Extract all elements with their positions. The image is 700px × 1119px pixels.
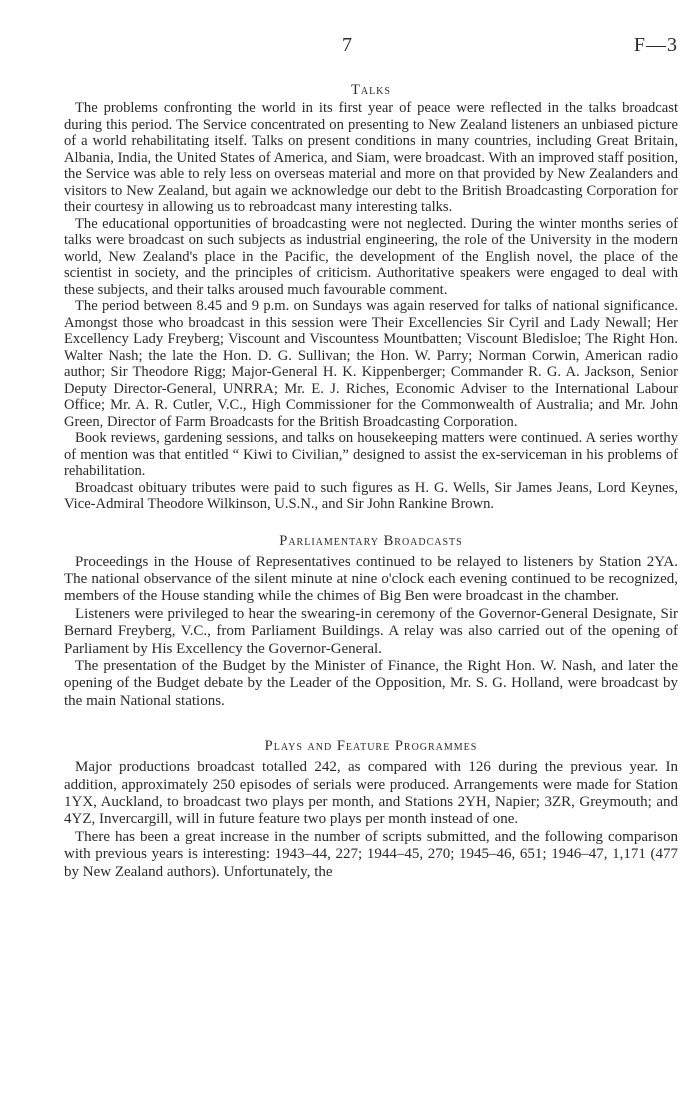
- paragraph: The problems confronting the world in its first year of peace were reflected in the talks broadcast during this period. The Service concentrated on presenting to New Zealand listeners an unbiased picture of a world rehabilitating itself. Talks on present conditions in many countries, including Great Britain, Albania, India, the United States of America, and Siam, were broadcast. With an improved staff position, the Service was able to rely less on overseas material and more on that provided by New Zealanders and visitors to New Zealand, but again we acknowledge our debt to the British Broadcasting Corporation for their courtesy in allowing us to rebroadcast many interesting talks.: [64, 100, 678, 215]
- page-reference: F—3: [633, 34, 678, 56]
- section-talks: [64, 80, 678, 513]
- section-plays-and-feature-programmes: [64, 736, 678, 881]
- paragraph: Listeners were privileged to hear the swearing-in ceremony of the Governor-General Designate, Sir Bernard Freyberg, V.C., from Parliament Buildings. A relay was also carried out of the opening of Parliament by His Excellency the Governor-General.: [64, 605, 678, 657]
- paragraph: There has been a great increase in the number of scripts submitted, and the following comparison with previous years is interesting: 1943–44, 227; 1944–45, 270; 1945–46, 651; 1946–47, 1,171 (477 by New Zealand authors). Unfortunately, the: [64, 828, 678, 880]
- paragraph: Major productions broadcast totalled 242, as compared with 126 during the previous year. In addition, approximately 250 episodes of serials were produced. Arrangements were made for Station 1YX, Auckland, to broadcast two plays per month, and Stations 2YH, Napier; 3ZR, Greymouth; and 4YZ, Invercargill, will in future feature two plays per month instead of one.: [64, 759, 678, 828]
- page-header: [0, 34, 700, 56]
- paragraph: The period between 8.45 and 9 p.m. on Sundays was again reserved for talks of national significance. Amongst those who broadcast in this session were Their Excellencies Sir Cyril and Lady Newall; Her Excellency Lady Freyberg; Viscount and Viscountess Mountbatten; Viscount Bledisloe; The Right Hon. Walter Nash; the late the Hon. D. G. Sullivan; the Hon. W. Parry; Norman Corwin, American radio author; Sir Theodore Rigg; Major-General H. K. Kippenberger; Commander R. G. A. Jackson, Senior Deputy Director-General, UNRRA; Mr. E. J. Riches, Economic Adviser to the International Labour Office; Mr. A. R. Cutler, V.C., High Commissioner for the Commonwealth of Australia; and Mr. John Green, Director of Farm Broadcasts for the British Broadcasting Corporation.: [64, 298, 678, 430]
- section-heading: Parliamentary Broadcasts: [279, 532, 463, 549]
- section-heading: Talks: [351, 82, 391, 98]
- paragraph: The presentation of the Budget by the Minister of Finance, the Right Hon. W. Nash, and later the opening of the Budget debate by the Leader of the Opposition, Mr. S. G. Holland, were broadcast by the main National stations.: [64, 657, 678, 709]
- section-heading: Plays and Feature Programmes: [264, 738, 478, 755]
- paragraph: Book reviews, gardening sessions, and talks on housekeeping matters were continued. A series worthy of mention was that entitled “ Kiwi to Civilian,” designed to assist the ex-serviceman in his problems of rehabilitation.: [64, 430, 678, 479]
- document-body: [64, 80, 678, 881]
- section-parliamentary-broadcasts: [64, 531, 678, 711]
- paragraph: Broadcast obituary tributes were paid to such figures as H. G. Wells, Sir James Jeans, Lord Keynes, Vice-Admiral Theodore Wilkinson, U.S.N., and Sir John Rankine Brown.: [64, 479, 678, 512]
- paragraph: The educational opportunities of broadcasting were not neglected. During the winter months series of talks were broadcast on such subjects as industrial engineering, the role of the University in the modern world, New Zealand's place in the Pacific, the development of the English novel, the place of the scientist in society, and the principles of criticism. Authoritative speakers were engaged to deal with these subjects, and their talks aroused much favourable comment.: [64, 215, 678, 298]
- page-number: 7: [342, 34, 352, 56]
- paragraph: Proceedings in the House of Representatives continued to be relayed to listeners by Station 2YA. The national observance of the silent minute at nine o'clock each evening continued to be recognized, members of the House standing while the chimes of Big Ben were broadcast in the chamber.: [64, 553, 678, 605]
